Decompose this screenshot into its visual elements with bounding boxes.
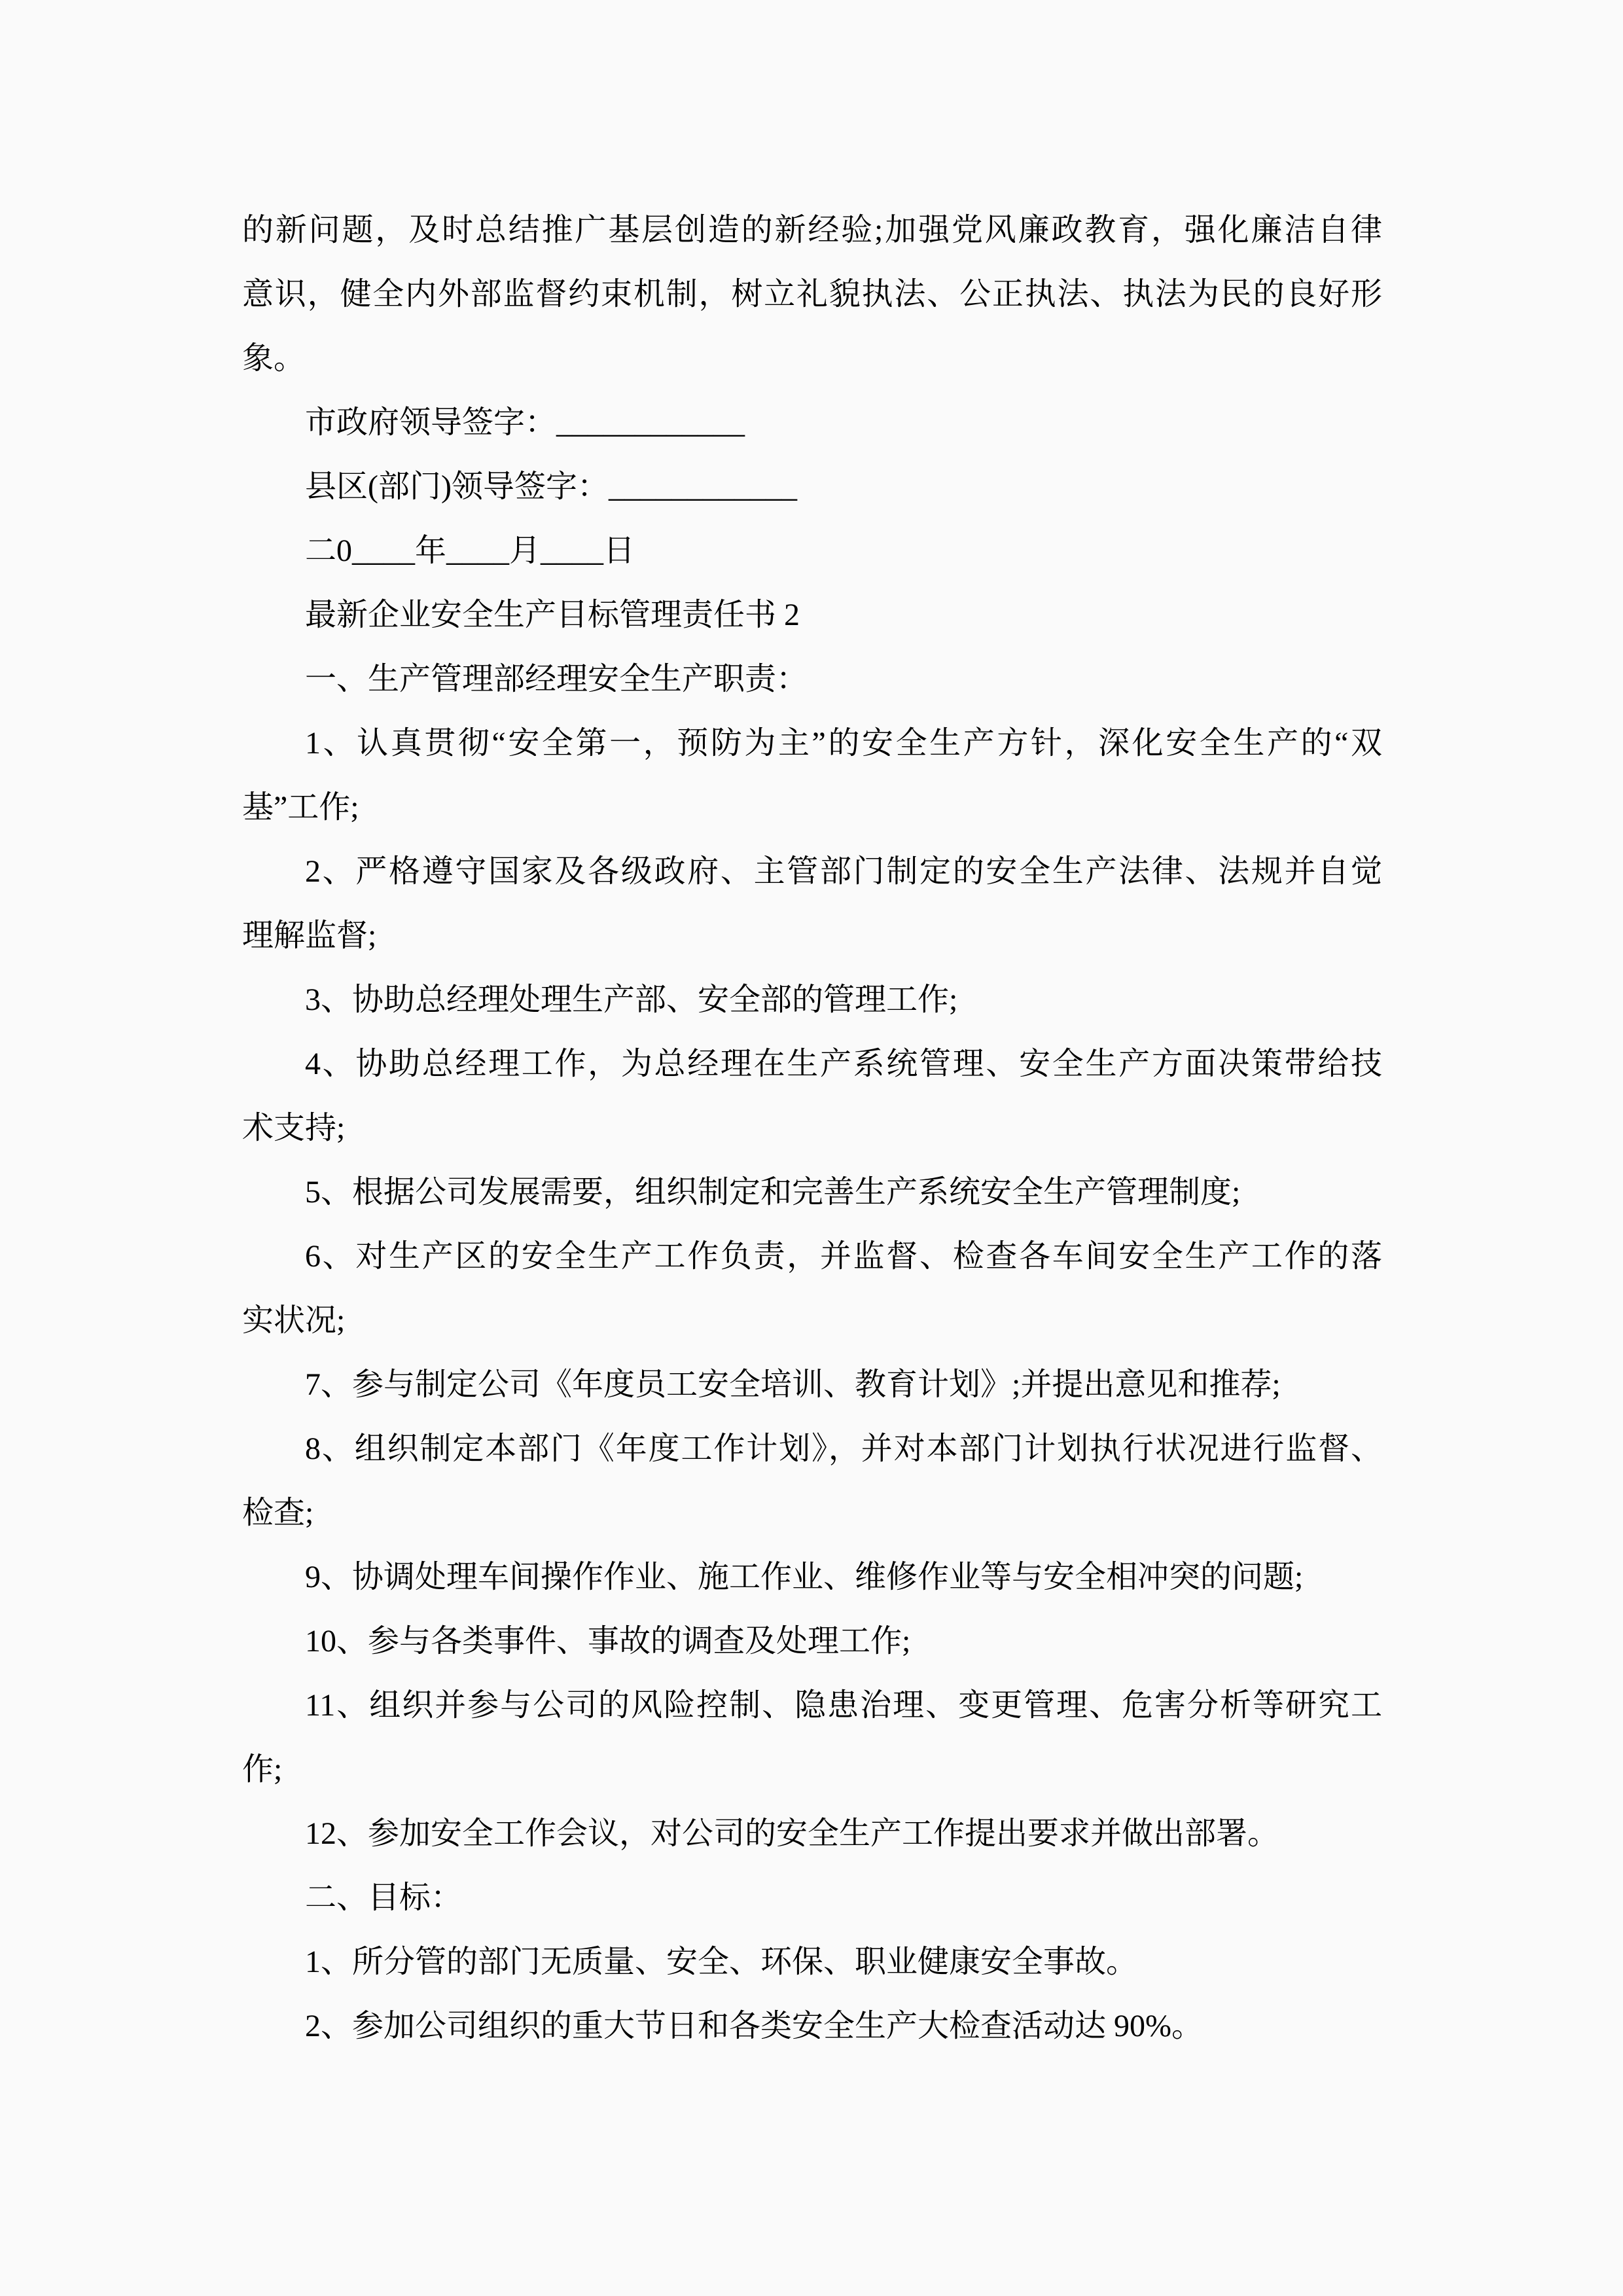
- duty-item-line: 术支持;: [242, 1111, 346, 1145]
- doc-title: 最新企业安全生产目标管理责任书 2: [305, 598, 800, 632]
- duty-item-line: 7、参与制定公司《年度员工安全培训、教育计划》;并提出意见和推荐;: [305, 1367, 1281, 1402]
- paragraph-line: 意识，健全内外部监督约束机制，树立礼貌执法、公正执法、执法为民的良好形: [242, 277, 1382, 312]
- duty-item-line: 12、参加安全工作会议，对公司的安全生产工作提出要求并做出部署。: [305, 1816, 1279, 1851]
- duty-item-line: 3、协助总经理处理生产部、安全部的管理工作;: [305, 982, 958, 1017]
- duty-item-line: 理解监督;: [242, 918, 377, 953]
- duty-item-line: 9、协调处理车间操作作业、施工作业、维修作业等与安全相冲突的问题;: [305, 1560, 1304, 1594]
- duty-item-line: 4、协助总经理工作，为总经理在生产系统管理、安全生产方面决策带给技: [305, 1047, 1382, 1081]
- duty-item-line: 作;: [242, 1752, 283, 1787]
- signature-line-county: 县区(部门)领导签字：____________: [305, 469, 797, 504]
- goal-item-line: 1、所分管的部门无质量、安全、环保、职业健康安全事故。: [305, 1945, 1138, 1979]
- duty-item-line: 8、组织制定本部门《年度工作计划》，并对本部门计划执行状况进行监督、: [305, 1431, 1382, 1466]
- duty-item-line: 11、组织并参与公司的风险控制、隐患治理、变更管理、危害分析等研究工: [305, 1688, 1382, 1723]
- paragraph-line: 的新问题，及时总结推广基层创造的新经验;加强党风廉政教育，强化廉洁自律: [242, 213, 1382, 247]
- heading-duties: 一、生产管理部经理安全生产职责：: [305, 662, 808, 696]
- signature-line-city: 市政府领导签字：____________: [305, 405, 745, 440]
- date-line: 二0____年____月____日: [305, 533, 635, 568]
- duty-item-line: 10、参与各类事件、事故的调查及处理工作;: [305, 1624, 911, 1659]
- duty-item-line: 基”工作;: [242, 790, 359, 825]
- duty-item-line: 5、根据公司发展需要，组织制定和完善生产系统安全生产管理制度;: [305, 1175, 1241, 1210]
- document-body: [242, 198, 1382, 2058]
- duty-item-line: 6、对生产区的安全生产工作负责，并监督、检查各车间安全生产工作的落: [305, 1239, 1382, 1274]
- goal-item-line: 2、参加公司组织的重大节日和各类安全生产大检查活动达 90%。: [305, 2009, 1203, 2043]
- duty-item-line: 2、严格遵守国家及各级政府、主管部门制定的安全生产法律、法规并自觉: [305, 854, 1382, 889]
- duty-item-line: 实状况;: [242, 1303, 346, 1338]
- paragraph-line: 象。: [242, 341, 306, 376]
- duty-item-line: 检查;: [242, 1496, 314, 1530]
- heading-goals: 二、目标：: [305, 1880, 463, 1915]
- duty-item-line: 1、认真贯彻“安全第一，预防为主”的安全生产方针，深化安全生产的“双: [305, 726, 1382, 761]
